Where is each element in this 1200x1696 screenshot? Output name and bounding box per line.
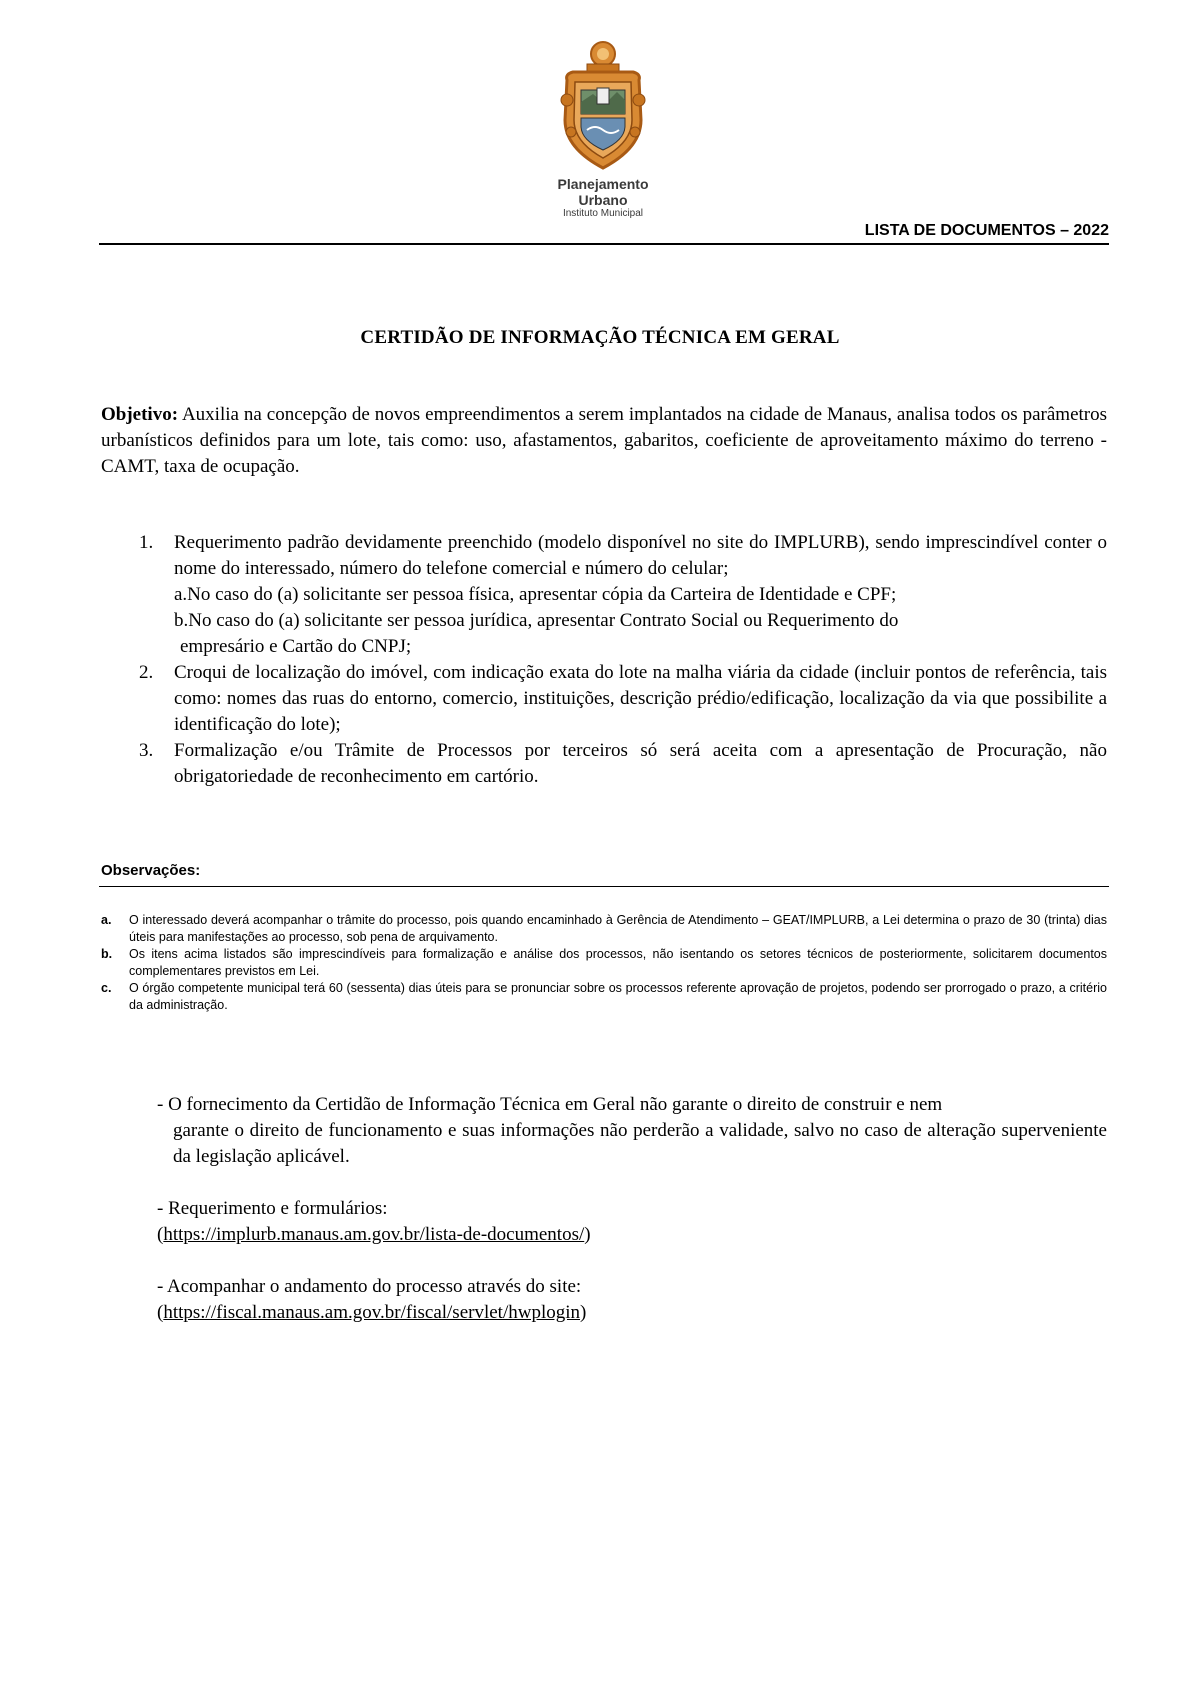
note-tracking: [157, 1274, 1107, 1326]
list-item: [101, 530, 1107, 582]
observation-letter: b.: [101, 947, 113, 961]
observation-item: [101, 912, 1107, 946]
observation-text: O interessado deverá acompanhar o trâmite do processo, pois quando encaminhado à Gerência de Atendimento – GEAT/IMPLURB, a Lei determina o prazo de 30 (trinta) dias úteis para manifestações ao processo, sob pena de arquivamento.: [129, 913, 1107, 944]
observations-list: [101, 912, 1107, 1014]
sub-item-b-line2: empresário e Cartão do CNPJ;: [180, 636, 412, 657]
objective-label: Objetivo:: [101, 404, 179, 425]
observations-divider: [99, 886, 1109, 887]
note-tracking-paren-close: ): [580, 1302, 587, 1323]
list-item-number: 1.: [139, 532, 154, 553]
logo-line2: Urbano: [578, 192, 628, 208]
list-item-text: Requerimento padrão devidamente preenchido (modelo disponível no site do IMPLURB), sendo imprescindível conter o nome do interessado, número do telefone comercial e número do celular;: [174, 532, 1107, 579]
sub-item-b: [101, 608, 1107, 660]
notes-section: [157, 1092, 1107, 1326]
header-divider: [99, 243, 1109, 245]
list-item: [101, 660, 1107, 738]
objective-paragraph: [101, 402, 1107, 480]
objective-text: Auxilia na concepção de novos empreendimentos a serem implantados na cidade de Manaus, analisa todos os parâmetros urbanísticos definidos para um lote, tais como: uso, afastamentos, gabaritos, coeficiente de aproveitamento máximo do terreno - CAMT, taxa de ocupação.: [101, 404, 1107, 477]
note-forms: [157, 1196, 1107, 1248]
note-warranty-rest: garante o direito de funcionamento e suas informações não perderão a validade, salvo no caso de alteração superveniente da legislação aplicável.: [173, 1120, 1107, 1167]
requirements-list: [101, 530, 1107, 790]
logo-line3: Instituto Municipal: [562, 208, 644, 219]
observation-item: [101, 980, 1107, 1014]
logo-wordmark: [528, 176, 678, 220]
logo-line1: Planejamento: [557, 176, 649, 192]
document-list-title: LISTA DE DOCUMENTOS – 2022: [864, 222, 1109, 239]
page-title: CERTIDÃO DE INFORMAÇÃO TÉCNICA EM GERAL: [360, 327, 840, 348]
list-item-text: Croqui de localização do imóvel, com indicação exata do lote na malha viária da cidade (incluir pontos de referência, tais como: nomes das ruas do entorno, comercio, instituições, descrição prédio/edificação, localização da via que possibilite a identificação do lote);: [174, 662, 1107, 735]
list-item-number: 2.: [139, 662, 154, 683]
observation-letter: c.: [101, 981, 112, 995]
note-tracking-paren-open: (: [157, 1302, 164, 1323]
observation-text: Os itens acima listados são imprescindíveis para formalização e análise dos processos, não isentando os setores técnicos de posteriormente, solicitarem documentos complementares previstos em Lei.: [129, 947, 1107, 978]
coat-of-arms-icon: [557, 40, 649, 172]
list-item-text: Formalização e/ou Trâmite de Processos por terceiros só será aceita com a apresentação de Procuração, não obrigatoriedade de reconhecimento em cartório.: [174, 740, 1107, 787]
note-forms-label: - Requerimento e formulários:: [157, 1198, 388, 1219]
note-tracking-label: - Acompanhar o andamento do processo através do site:: [157, 1276, 582, 1297]
note-forms-paren-open: (: [157, 1224, 164, 1245]
list-item: [101, 738, 1107, 790]
observation-letter: a.: [101, 913, 112, 927]
tracking-link[interactable]: https://fiscal.manaus.am.gov.br/fiscal/servlet/hwplogin: [163, 1302, 581, 1323]
sub-item-b-line1: b.No caso do (a) solicitante ser pessoa jurídica, apresentar Contrato Social ou Requerimento do: [174, 610, 899, 631]
forms-link[interactable]: https://implurb.manaus.am.gov.br/lista-de-documentos/: [163, 1224, 585, 1245]
observation-text: O órgão competente municipal terá 60 (sessenta) dias úteis para se pronunciar sobre os processos referente aprovação de projetos, podendo ser prorrogado o prazo, a critério da administração.: [129, 981, 1107, 1012]
note-forms-paren-close: ): [584, 1224, 591, 1245]
sub-item-a: a.No caso do (a) solicitante ser pessoa física, apresentar cópia da Carteira de Identidade e CPF;: [174, 584, 897, 605]
observations-title: Observações:: [101, 862, 201, 879]
observation-item: [101, 946, 1107, 980]
note-warranty-line1: - O fornecimento da Certidão de Informação Técnica em Geral não garante o direito de construir e nem: [157, 1094, 943, 1115]
note-warranty: [157, 1092, 1107, 1170]
list-item-number: 3.: [139, 740, 154, 761]
